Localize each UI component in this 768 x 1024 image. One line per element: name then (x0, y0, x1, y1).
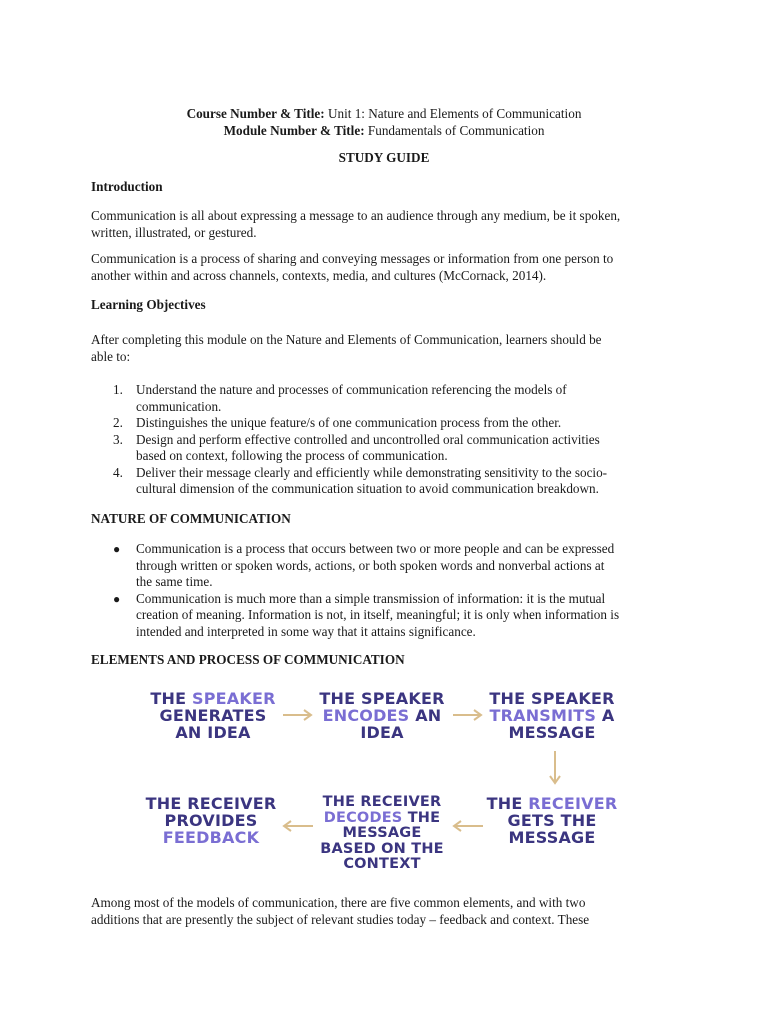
learning-objectives-heading: Learning Objectives (91, 297, 206, 312)
arrow-right-icon (282, 708, 314, 722)
nature-bullet-list (91, 541, 691, 640)
introduction-paragraph-1: Communication is all about expressing a message to an audience through any medium, be it spoken, written, illustrated, or gestured. (91, 208, 621, 240)
elements-paragraph: Among most of the models of communication, there are five common elements, and with two additions that are presently the subject of relevant studies today – feedback and context. These (91, 895, 590, 927)
introduction-heading: Introduction (91, 179, 163, 194)
list-item: 1. Understand the nature and processes of communication referencing the models of communication. (113, 382, 567, 414)
step-receiver-gets: THE RECEIVER GETS THE MESSAGE (486, 794, 618, 847)
arrow-right-icon (452, 708, 484, 722)
learning-objectives-list (91, 382, 691, 498)
list-item: ● Communication is much more than a simple transmission of information: it is the mutual creation of meaning. Information is not, in itself, meaningful; it is only when information is intended and interpreted in some way that it attains significance. (113, 590, 620, 639)
nature-heading: NATURE OF COMMUNICATION (91, 511, 291, 526)
communication-process-diagram (0, 684, 768, 874)
list-item: 3. Design and perform effective controlled and uncontrolled oral communication activities based on context, following the process of communication. (113, 431, 600, 463)
step-receiver-decodes: THE RECEIVER DECODES THE MESSAGE BASED ON THE CONTEXT (320, 794, 444, 872)
list-item: ● Communication is a process that occurs between two or more people and can be expressed through written or spoken words, actions, or both spoken words and nonverbal actions at the same time. (113, 541, 615, 589)
elements-heading: ELEMENTS AND PROCESS OF COMMUNICATION (91, 652, 405, 667)
module-title-line: Module Number & Title: Fundamentals of Communication (223, 123, 545, 138)
step-speaker-transmits: THE SPEAKER TRANSMITS A MESSAGE (489, 689, 615, 742)
list-item: 4. Deliver their message clearly and efficiently while demonstrating sensitivity to the socio- cultural dimension of the communication situation to avoid communication breakdown. (113, 464, 608, 496)
step-receiver-feedback: THE RECEIVER PROVIDES FEEDBACK (145, 794, 277, 847)
bullet-icon: ● (113, 542, 121, 556)
arrow-left-icon (452, 819, 484, 833)
learning-objectives-intro: After completing this module on the Nature and Elements of Communication, learners should be able to: (91, 332, 602, 364)
course-title-line: Course Number & Title: Unit 1: Nature and Elements of Communication (186, 106, 582, 121)
bullet-icon: ● (113, 591, 121, 606)
list-item: 2. Distinguishes the unique feature/s of one communication process from the other. (113, 415, 562, 430)
study-guide-title: STUDY GUIDE (338, 150, 430, 165)
step-speaker-encodes: THE SPEAKER ENCODES AN IDEA (319, 689, 445, 742)
step-speaker-generates: THE SPEAKER GENERATES AN IDEA (150, 689, 276, 742)
arrow-left-icon (282, 819, 314, 833)
introduction-paragraph-2: Communication is a process of sharing and conveying messages or information from one person to another within and across channels, contexts, media, and cultures (McCornack, 2014). (91, 251, 614, 283)
arrow-down-icon (548, 750, 562, 786)
